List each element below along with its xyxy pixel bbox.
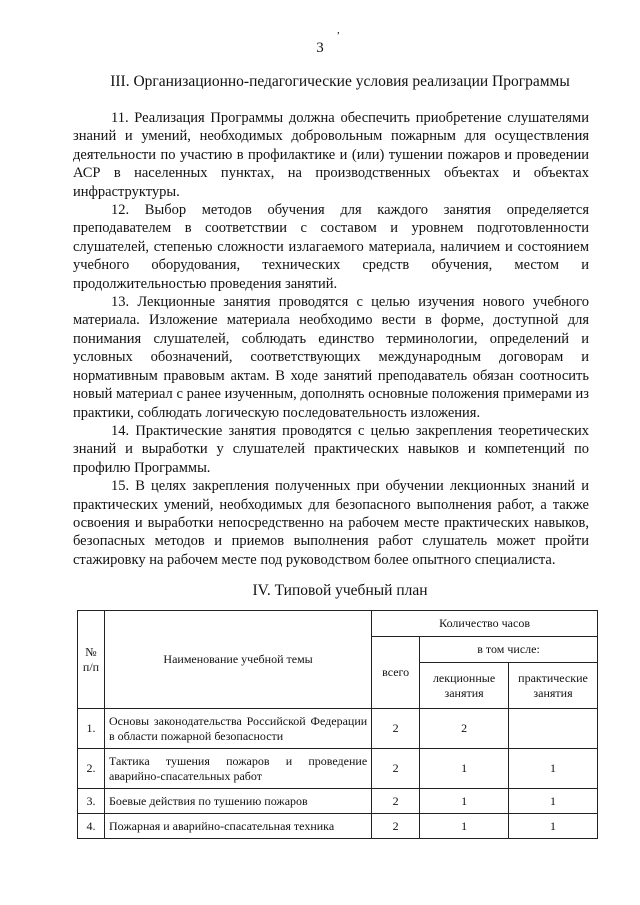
row-total: 2 bbox=[372, 709, 420, 749]
section-4-title: IV. Типовой учебный план bbox=[252, 582, 428, 599]
curriculum-table bbox=[77, 610, 598, 839]
row-total: 2 bbox=[372, 789, 420, 814]
header-lecture: лекционные занятия bbox=[420, 663, 509, 709]
row-num: 4. bbox=[78, 814, 105, 839]
header-total: всего bbox=[372, 637, 420, 709]
row-practical bbox=[509, 709, 598, 749]
row-topic: Боевые действия по тушению пожаров bbox=[104, 789, 371, 814]
row-total: 2 bbox=[372, 814, 420, 839]
header-hours: Количество часов bbox=[372, 611, 598, 637]
header-topic: Наименование учебной темы bbox=[104, 611, 371, 709]
row-num: 2. bbox=[78, 749, 105, 789]
header-including: в том числе: bbox=[420, 637, 598, 663]
header-num: № п/п bbox=[78, 611, 105, 709]
row-lecture: 2 bbox=[420, 709, 509, 749]
section-3-title: III. Организационно-педагогические условия реализации Программы bbox=[110, 73, 570, 90]
row-lecture: 1 bbox=[420, 814, 509, 839]
table-row bbox=[78, 789, 598, 814]
paragraph-15: 15. В целях закрепления полученных при обучении лекционных знаний и практических умений, необходимых для безопасного выполнения работ, а также освоения и выработки непосредственно на рабочем месте практических навыков, безопасных методов и приемов выполнения работ слушатель может пройти стажировку на рабочем месте под руководством более опытного специалиста. bbox=[73, 478, 589, 568]
row-lecture: 1 bbox=[420, 749, 509, 789]
row-total: 2 bbox=[372, 749, 420, 789]
section-3-body bbox=[73, 109, 589, 569]
row-topic: Пожарная и аварийно-спасательная техника bbox=[104, 814, 371, 839]
table-row bbox=[78, 814, 598, 839]
scan-mark: , bbox=[337, 24, 340, 36]
paragraph-13: 13. Лекционные занятия проводятся с целью изучения нового учебного материала. Изложение материала необходимо вести в форме, доступной для понимания слушателей, соблюдать единство терминологии, определений и условных обозначений, соответствующих международным договорам и нормативным правовым актам. В ходе занятий преподаватель обязан соотносить новый материал с ранее изученным, дополнять основные положения примерами из практики, соблюдать логическую последовательность изложения. bbox=[73, 294, 589, 421]
table-row bbox=[78, 709, 598, 749]
row-lecture: 1 bbox=[420, 789, 509, 814]
row-num: 3. bbox=[78, 789, 105, 814]
paragraph-14: 14. Практические занятия проводятся с целью закрепления теоретических знаний и выработки у слушателей практических навыков и компетенций по профилю Программы. bbox=[73, 422, 589, 476]
paragraph-12: 12. Выбор методов обучения для каждого занятия определяется преподавателем в соответствии с составом и уровнем подготовленности слушателей, степенью сложности излагаемого материала, наличием и состоянием учебного оборудования, технических средств обучения, местом и продолжительностью проведения занятий. bbox=[73, 202, 589, 292]
header-practical: практические занятия bbox=[509, 663, 598, 709]
paragraph-11: 11. Реализация Программы должна обеспечить приобретение слушателями знаний и умений, необходимых добровольным пожарным для осуществления деятельности по участию в профилактике и (или) тушении пожаров и проведении АСР в населенных пунктах, на производственных объектах и объектах инфраструктуры. bbox=[73, 110, 589, 200]
row-practical: 1 bbox=[509, 749, 598, 789]
page-number: 3 bbox=[316, 40, 324, 56]
table-row bbox=[78, 749, 598, 789]
row-practical: 1 bbox=[509, 789, 598, 814]
row-topic: Тактика тушения пожаров и проведение аварийно-спасательных работ bbox=[104, 749, 371, 789]
row-num: 1. bbox=[78, 709, 105, 749]
row-topic: Основы законодательства Российской Федерации в области пожарной безопасности bbox=[104, 709, 371, 749]
row-practical: 1 bbox=[509, 814, 598, 839]
